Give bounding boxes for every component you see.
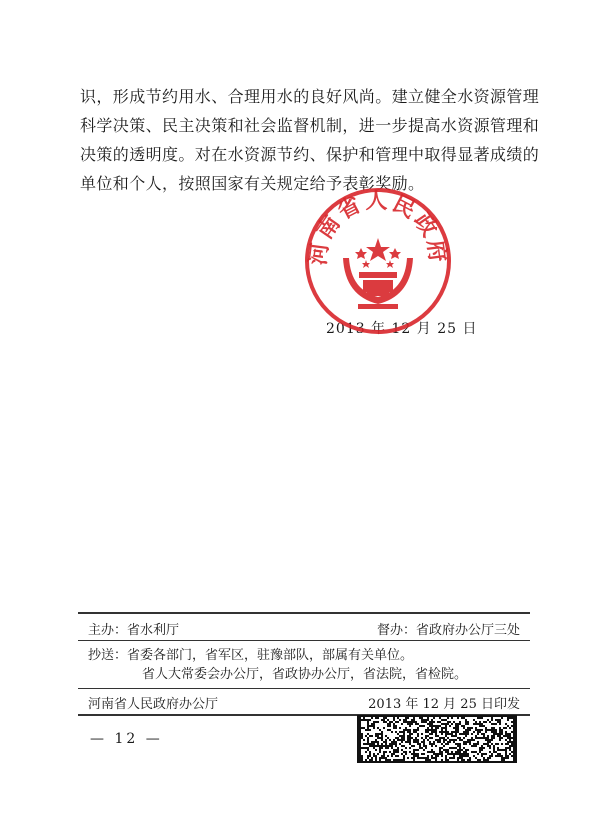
national-emblem-icon: [343, 238, 413, 309]
barcode-icon: [357, 715, 517, 763]
body-line-2: 科学决策、民主决策和社会监督机制，进一步提高水资源管理和: [80, 116, 540, 135]
cc-line-1: 抄送：省委各部门，省军区，驻豫部队，部属有关单位。: [88, 648, 414, 663]
footer-rule-2: [78, 688, 530, 689]
body-line-1: 识，形成节约用水、合理用水的良好风尚。建立健全水资源管理: [80, 87, 540, 106]
seal-text: 河南省人民政府: [305, 187, 451, 267]
footer-issuer-row: [88, 693, 520, 712]
footer-rule-1: [78, 640, 530, 641]
cc-block: [88, 646, 467, 684]
body-line-4: 单位和个人，按照国家有关规定给予表彰奖励。: [80, 174, 425, 193]
body-text: [80, 82, 540, 198]
footer-top-rule: [78, 612, 530, 614]
host-label: 主办：省水利厅: [88, 623, 180, 638]
signature-date: 2013 年 12 月 25 日: [326, 321, 478, 337]
supervisor-label: 督办：省政府办公厅三处: [376, 623, 520, 638]
body-line-3: 决策的透明度。对在水资源节约、保护和管理中取得显著成绩的: [80, 145, 540, 164]
footer-host-row: [88, 619, 520, 638]
issue-date: 2013 年 12 月 25 日印发: [368, 697, 520, 712]
page-number: — 12 —: [90, 731, 163, 747]
cc-line-2: 省人大常委会办公厅，省政协办公厅，省法院，省检院。: [142, 667, 468, 682]
issuer-label: 河南省人民政府办公厅: [88, 697, 219, 712]
official-seal: [303, 186, 453, 336]
